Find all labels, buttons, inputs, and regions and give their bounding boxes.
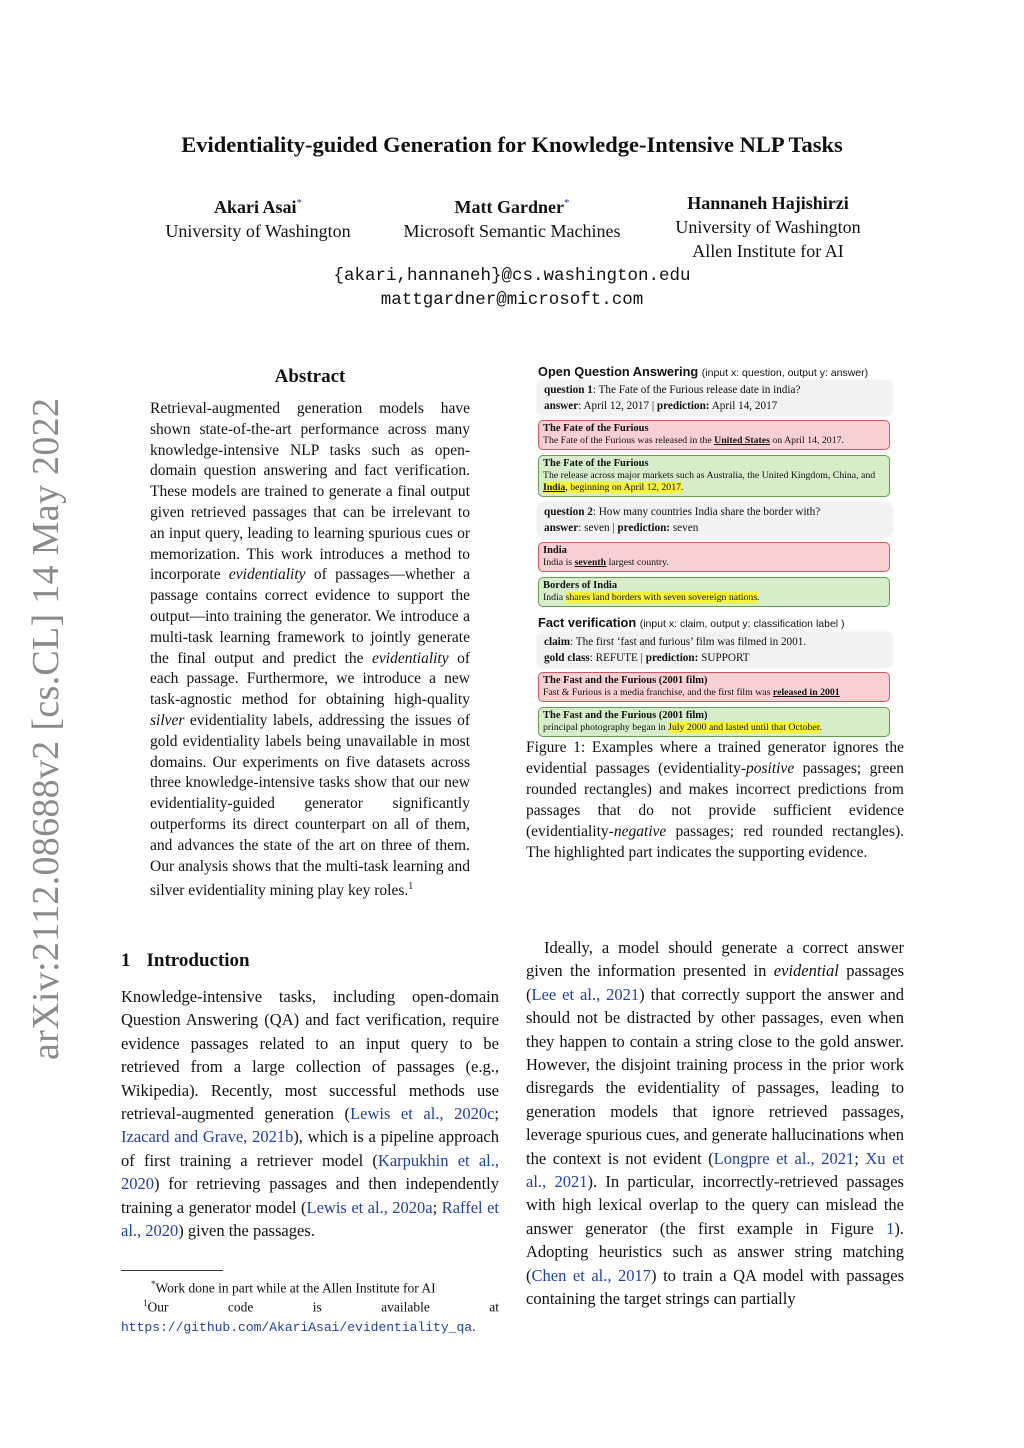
claim-box: claim: The first ‘fast and furious’ film was filmed in 2001. gold class: REFUTE | prediction: SUPPORT bbox=[538, 633, 892, 667]
author-name: Matt Gardner bbox=[454, 197, 564, 217]
negative-passage: The Fate of the Furious The Fate of the Furious was released in the United States on April 14, 2017. bbox=[538, 420, 890, 450]
email-line: {akari,hannaneh}@cs.washington.edu bbox=[333, 266, 691, 286]
author-affiliation: Allen Institute for AI bbox=[692, 241, 844, 261]
author-mark: * bbox=[296, 197, 302, 209]
footnote-ref[interactable]: 1 bbox=[408, 881, 414, 893]
intro-paragraph: Knowledge-intensive tasks, including open-domain Question Answering (QA) and fact verification, require evidence passages related to an input query to be retrieved from a large collection of passages (e.g., Wikipedia). Recently, most successful methods use retrieval-augmented generation (Lewis et al., 2020c; Izacard and Grave, 2021b), which is a pipeline approach of first training a retriever model (Karpukhin et al., 2020) for retrieving passages and then independently training a generator model (Lewis et al., 2020a; Raffel et al., 2020) given the passages. bbox=[121, 987, 500, 1241]
figure-caption: Figure 1: Examples where a trained generator ignores the evidential passages (evidentiality-positive passages; green rounded rectangles) and makes incorrect predictions from passages that do not provide sufficient evidence (evidentiality-negative passages; red rounded rectangles). The highlighted part indicates the supporting evidence. bbox=[526, 739, 904, 861]
email-line: mattgardner@microsoft.com bbox=[380, 290, 644, 310]
author-block-2 bbox=[380, 191, 644, 243]
footnote-1: *Work done in part while at the Allen Institute for AI bbox=[151, 1279, 436, 1296]
citation-link[interactable]: Izacard and Grave, 2021b bbox=[121, 1127, 294, 1147]
positive-passage: Borders of India India shares land borders with seven sovereign nations. bbox=[538, 577, 890, 607]
positive-passage: The Fate of the Furious The release across major markets such as Australia, the United Kingdom, China, and India, beginning on April 12, 2017. bbox=[538, 455, 890, 497]
author-affiliation: University of Washington bbox=[675, 217, 861, 237]
author-name: Hannaneh Hajishirzi bbox=[687, 193, 849, 213]
author-name: Akari Asai bbox=[213, 197, 297, 217]
negative-passage: India India is seventh largest country. bbox=[538, 542, 890, 572]
author-emails bbox=[0, 264, 1024, 312]
citation-link[interactable]: Karpukhin et al., 2020 bbox=[121, 1150, 500, 1194]
positive-passage: The Fast and the Furious (2001 film) principal photography began in July 2000 and lasted until that October. bbox=[538, 707, 890, 737]
section-heading-introduction: 1 Introduction bbox=[121, 950, 250, 971]
question-box-2: question 2: How many countries India share the border with? answer: seven | prediction: seven bbox=[538, 503, 892, 537]
footnote-2: $^1$Our code is available at https://github.com/AkariAsai/evidentiality_qa. bbox=[121, 1298, 499, 1335]
figure-section-title-oqa: Open Question Answering (input x: question, output y: answer) bbox=[538, 364, 869, 379]
citation-link[interactable]: Raffel et al., 2020 bbox=[121, 1197, 499, 1241]
abstract-text: Retrieval-augmented generation models have shown state-of-the-art performance across many knowledge-intensive NLP tasks such as open-domain question answering and fact verification. These models are trained to generate a final output given retrieved passages that can be irrelevant to an input query, leading to learning spurious cues or memorization. This work introduces a method to incorporate evidentiality of passages—whether a passage contains correct evidence to support the output—into training the generator. We introduce a multi-task learning framework to jointly generate the final output and predict the evidentiality of each passage. Furthermore, we introduce a new task-agnostic method for obtaining high-quality silver evidentiality labels, addressing the issues of gold evidentiality labels being unavailable in most domains. Our experiments on five datasets across three knowledge-intensive tasks show that our new evidentiality-guided generator significantly outperforms its direct counterpart on all of them, and advances the state of the art on three of them. Our analysis shows that the multi-task learning and silver evidentiality mining play key roles.$^1$ bbox=[150, 400, 470, 900]
body-paragraph-right: Ideally, a model should generate a correct answer given the information presented in evidential passages (Lee et al., 2021) that correctly support the answer and should not be distracted by other passages, even when they happen to contain a string close to the gold answer. However, the disjoint training process in the prior work disregards the evidentiality of passages, leading to generation models that ignore retrieved passages, leverage spurious cues, and generate hallucinations when the context is not evident (Longpre et al., 2021; Xu et al., 2021). In particular, incorrectly-retrieved passages with high lexical overlap to the query can mislead the answer generator (the first example in Figure 1). Adopting heuristics such as answer string matching (Chen et al., 2017) to train a QA model with passages containing the target strings can partially bbox=[526, 938, 904, 1309]
citation-link[interactable]: Lewis et al., 2020c bbox=[350, 1104, 495, 1124]
author-block-1 bbox=[140, 191, 376, 243]
question-box-1: question 1: The Fate of the Furious release date in india? answer: April 12, 2017 | prediction: April 14, 2017 bbox=[538, 381, 892, 415]
author-affiliation: Microsoft Semantic Machines bbox=[403, 221, 621, 241]
code-url-link[interactable]: https://github.com/AkariAsai/evidentiality_qa bbox=[121, 1319, 473, 1335]
paper-title: Evidentiality-guided Generation for Knowledge-Intensive NLP Tasks bbox=[181, 132, 843, 157]
citation-link[interactable]: Xu et al., 2021 bbox=[526, 1148, 904, 1192]
author-block-3 bbox=[650, 191, 886, 263]
footnote-rule bbox=[121, 1270, 223, 1271]
citation-link[interactable]: Longpre et al., 2021 bbox=[713, 1148, 855, 1168]
figure-ref-link[interactable]: 1 bbox=[886, 1218, 895, 1238]
citation-link[interactable]: Lee et al., 2021 bbox=[531, 984, 640, 1004]
citation-link[interactable]: Chen et al., 2017 bbox=[531, 1265, 652, 1285]
figure-1 bbox=[538, 364, 908, 737]
negative-passage: The Fast and the Furious (2001 film) Fast & Furious is a media franchise, and the first film was released in 2001 bbox=[538, 672, 890, 702]
arxiv-identifier: arXiv:2112.08688v2 [cs.CL] 14 May 2022 bbox=[25, 397, 67, 1060]
abstract-heading: Abstract bbox=[274, 366, 346, 387]
figure-section-title-fv: Fact verification (input x: claim, output y: classification label ) bbox=[538, 615, 845, 630]
author-affiliation: University of Washington bbox=[165, 221, 351, 241]
citation-link[interactable]: Lewis et al., 2020a bbox=[306, 1197, 433, 1217]
author-mark: * bbox=[563, 197, 570, 209]
